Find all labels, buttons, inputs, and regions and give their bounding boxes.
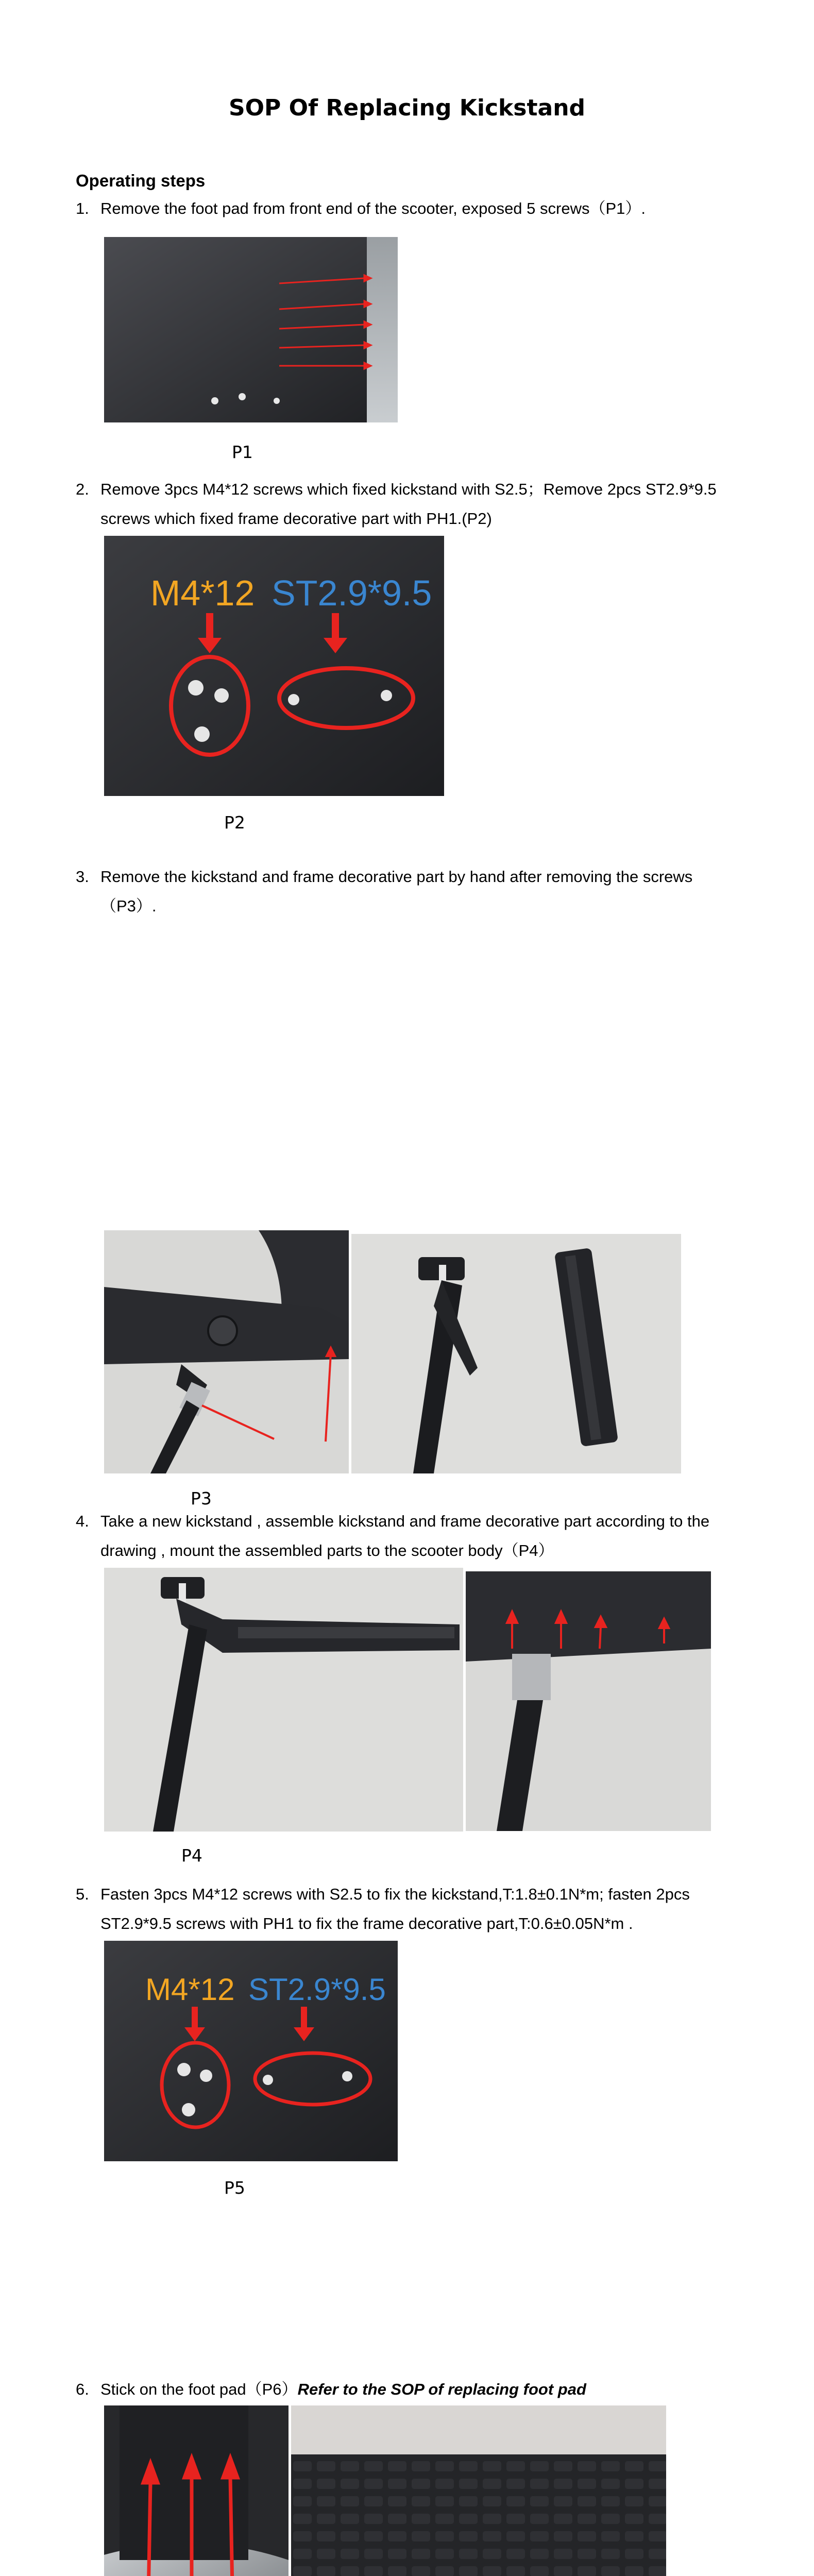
step-number: 1. bbox=[76, 199, 89, 217]
step-number: 5. bbox=[76, 1885, 89, 1903]
photo-p3-left bbox=[104, 1230, 349, 1473]
step-number: 4. bbox=[76, 1512, 89, 1530]
label-st29: ST2.9*9.5 bbox=[248, 1972, 386, 2007]
label-m4: M4*12 bbox=[145, 1972, 235, 2007]
photo-p3-right bbox=[351, 1234, 681, 1473]
photo-p5 bbox=[104, 1941, 398, 2161]
step-text: Take a new kickstand , assemble kickstand and frame decorative part according to the drawing , mount the assembled parts to the scooter body（P4） bbox=[100, 1512, 710, 1560]
step-1 bbox=[76, 194, 745, 223]
step-4 bbox=[76, 1506, 745, 1565]
caption-p5: P5 bbox=[224, 2178, 245, 2198]
page-title: SOP Of Replacing Kickstand bbox=[228, 95, 586, 121]
step-5 bbox=[76, 1879, 745, 1938]
step-number: 6. bbox=[76, 2380, 89, 2398]
section-heading: Operating steps bbox=[76, 171, 206, 190]
step-2 bbox=[76, 474, 745, 533]
photo-p6-left bbox=[104, 2405, 289, 2576]
step-6 bbox=[76, 2375, 745, 2404]
step-text: Remove the kickstand and frame decorative part by hand after removing the screws（P3）. bbox=[100, 868, 693, 915]
step-text: Remove 3pcs M4*12 screws which fixed kickstand with S2.5；Remove 2pcs ST2.9*9.5 screws which fixed frame decorative part with PH1.(P2) bbox=[100, 480, 717, 528]
photo-p1 bbox=[104, 237, 398, 422]
step-3 bbox=[76, 862, 745, 921]
label-st29: ST2.9*9.5 bbox=[272, 573, 432, 613]
photo-p4-left bbox=[104, 1568, 463, 1832]
caption-p4: P4 bbox=[181, 1845, 202, 1866]
label-m4: M4*12 bbox=[150, 573, 255, 613]
step-text: Stick on the foot pad（P6） bbox=[100, 2380, 298, 2398]
photo-p4-right bbox=[466, 1571, 711, 1831]
step-number: 3. bbox=[76, 868, 89, 886]
caption-p3: P3 bbox=[191, 1488, 212, 1509]
reference-note: Refer to the SOP of replacing foot pad bbox=[297, 2380, 586, 2398]
photo-p6-right bbox=[291, 2405, 666, 2576]
caption-p2: P2 bbox=[224, 812, 245, 833]
step-text: Remove the foot pad from front end of the scooter, exposed 5 screws（P1）. bbox=[100, 199, 646, 217]
caption-p1: P1 bbox=[232, 442, 253, 462]
step-text: Fasten 3pcs M4*12 screws with S2.5 to fix the kickstand,T:1.8±0.1N*m; fasten 2pcs ST2.9*9.5 screws with PH1 to fix the frame decorative part,T:0.6±0.05N*m . bbox=[100, 1885, 690, 1933]
step-number: 2. bbox=[76, 480, 89, 498]
photo-p2 bbox=[104, 536, 444, 796]
